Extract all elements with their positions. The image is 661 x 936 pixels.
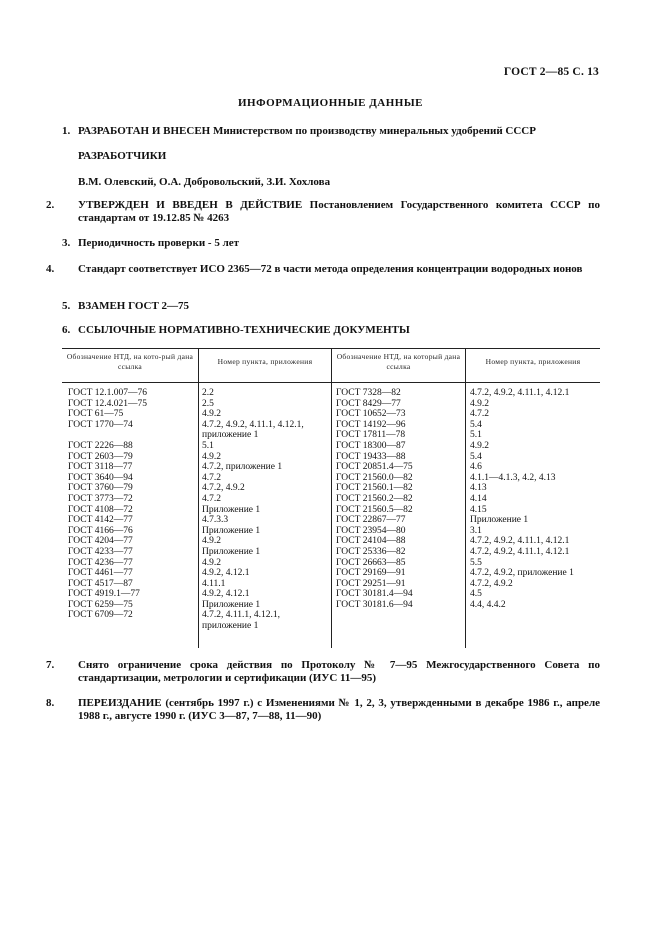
- table-cell-item: 4.7.2, 4.9.2: [202, 483, 245, 494]
- table-cell-doc: ГОСТ 24104—88: [336, 536, 406, 547]
- table-cell-item: 4.9.2: [470, 398, 489, 409]
- table-cell-doc: ГОСТ 21560.5—82: [336, 504, 413, 515]
- table-cell-doc: ГОСТ 1770—74: [68, 419, 133, 430]
- table-cell-item: 4.13: [470, 483, 487, 494]
- table-cell-item: приложение 1: [202, 621, 259, 632]
- table-cell-doc: ГОСТ 4204—77: [68, 536, 133, 547]
- table-cell-doc: ГОСТ 14192—96: [336, 419, 406, 430]
- table-cell-item: 4.7.2: [202, 472, 221, 483]
- table-cell-doc: ГОСТ 21560.1—82: [336, 483, 413, 494]
- table-cell-doc: ГОСТ 17811—78: [336, 430, 406, 441]
- table-cell-item: 4.5: [470, 589, 482, 600]
- table-cell-item: 4.6: [470, 462, 482, 473]
- column-right-docs: [336, 388, 462, 610]
- table-cell-doc: ГОСТ 3640—94: [68, 472, 133, 483]
- table-cell-item: 4.15: [470, 504, 487, 515]
- item-text: ПЕРЕИЗДАНИЕ (сентябрь 1997 г.) с Изменениями № 1, 2, 3, утвержденными в декабре 1986 г., апреле 1988 г., августе 1990 г. (ИУС 3—87, 7—88, 11—90): [78, 697, 600, 722]
- table-cell-item: 4.7.2, 4.9.2: [470, 578, 513, 589]
- table-cell-item: 4.11.1: [202, 578, 226, 589]
- item-number: 8.: [46, 697, 55, 709]
- table-cell-doc: ГОСТ 22867—77: [336, 515, 406, 526]
- table-cell-doc: ГОСТ 18300—87: [336, 440, 406, 451]
- item-3: [62, 237, 600, 250]
- table-cell-item: 5.1: [470, 430, 482, 441]
- table-cell-item: 5.4: [470, 419, 482, 430]
- table-col-divider: [198, 348, 199, 648]
- item-text: ВЗАМЕН ГОСТ 2—75: [78, 300, 190, 312]
- item-number: 1.: [62, 125, 71, 137]
- table-cell-item: приложение 1: [202, 430, 259, 441]
- table-cell-doc: ГОСТ 6259—75: [68, 599, 133, 610]
- item-number: 4.: [46, 263, 55, 275]
- table-cell-doc: ГОСТ 30181.6—94: [336, 599, 413, 610]
- table-cell-item: 2.5: [202, 398, 214, 409]
- table-cell-doc: ГОСТ 21560.2—82: [336, 493, 413, 504]
- table-cell-item: Приложение 1: [202, 504, 261, 515]
- table-cell-doc: ГОСТ 61—75: [68, 409, 124, 420]
- table-cell-doc: ГОСТ 4142—77: [68, 515, 133, 526]
- table-cell-doc: ГОСТ 3118—77: [68, 462, 133, 473]
- table-cell-doc: ГОСТ 3773—72: [68, 493, 133, 504]
- table-cell-doc: ГОСТ 2226—88: [68, 440, 133, 451]
- table-cell-doc: ГОСТ 4108—72: [68, 504, 133, 515]
- table-cell-doc: ГОСТ 3760—79: [68, 483, 133, 494]
- table-cell-doc: ГОСТ 29251—91: [336, 578, 406, 589]
- item-text: Периодичность проверки - 5 лет: [78, 237, 240, 249]
- table-cell-doc: ГОСТ 20851.4—75: [336, 462, 413, 473]
- table-cell-doc: ГОСТ 30181.4—94: [336, 589, 413, 600]
- header-right-item: Номер пункта, приложения: [485, 357, 581, 366]
- column-left-docs: [68, 388, 194, 621]
- table-cell-item: 4.4, 4.4.2: [470, 599, 506, 610]
- table-cell-item: 2.2: [202, 388, 214, 398]
- table-cell-item: 4.9.2, 4.12.1: [202, 589, 250, 600]
- table-cell-item: Приложение 1: [202, 599, 261, 610]
- table-cell-doc: ГОСТ 26663—85: [336, 557, 406, 568]
- table-cell-doc: ГОСТ 25336—82: [336, 546, 406, 557]
- table-cell-doc: ГОСТ 12.1.007—76: [68, 388, 147, 398]
- item-number: 5.: [62, 300, 71, 312]
- table-cell-item: 4.9.2: [202, 557, 221, 568]
- item-7: [46, 659, 600, 685]
- table-cell-doc: ГОСТ 4517—87: [68, 578, 133, 589]
- table-cell-doc: ГОСТ 4166—76: [68, 525, 133, 536]
- item-text: РАЗРАБОТАН И ВНЕСЕН Министерством по производству минеральных удобрений СССР: [78, 125, 536, 137]
- table-cell-doc: ГОСТ 19433—88: [336, 451, 406, 462]
- header-right-doc: Обозначение НТД, на который дана ссылка: [336, 352, 461, 371]
- item-4: [46, 263, 600, 276]
- table-cell-item: 4.7.2, 4.9.2, 4.11.1, 4.12.1: [470, 388, 570, 398]
- page-title: ИНФОРМАЦИОННЫЕ ДАННЫЕ: [237, 97, 424, 109]
- header-left-item: Номер пункта, приложения: [217, 357, 313, 366]
- table-cell-item: 4.7.2: [202, 493, 221, 504]
- table-cell-doc: ГОСТ 4461—77: [68, 568, 133, 579]
- table-cell-item: 3.1: [470, 525, 482, 536]
- table-cell-doc: ГОСТ 6709—72: [68, 610, 133, 621]
- table-cell-doc: ГОСТ 2603—79: [68, 451, 133, 462]
- table-cell-doc: ГОСТ 10652—73: [336, 409, 406, 420]
- table-cell-doc: ГОСТ 29169—91: [336, 568, 406, 579]
- item-1: [62, 125, 600, 138]
- table-cell-item: 5.4: [470, 451, 482, 462]
- table-cell-item: 4.9.2: [202, 451, 221, 462]
- table-cell-item: 4.7.2, приложение 1: [202, 462, 283, 473]
- item-5: [62, 300, 600, 313]
- table-cell-item: 4.7.2, 4.9.2, 4.11.1, 4.12.1: [470, 536, 570, 547]
- table-cell-item: 4.7.2: [470, 409, 489, 420]
- column-right-items: [470, 388, 598, 610]
- table-cell-item: 5.1: [202, 440, 214, 451]
- table-cell-doc: ГОСТ 4233—77: [68, 546, 133, 557]
- item-6: [62, 324, 600, 337]
- table-cell-item: 4.9.2, 4.12.1: [202, 568, 250, 579]
- reference-table: [62, 348, 600, 648]
- table-cell-doc: ГОСТ 7328—82: [336, 388, 401, 398]
- item-text: Снято ограничение срока действия по Протоколу № 7—95 Межгосударственного Совета по стандартизации, метрологии и сертификации (ИУС 11—95): [78, 659, 600, 684]
- item-text: УТВЕРЖДЕН И ВВЕДЕН В ДЕЙСТВИЕ Постановлением Государственного комитета СССР по стандартам от 19.12.85 № 4263: [78, 199, 600, 224]
- item-text: ССЫЛОЧНЫЕ НОРМАТИВНО-ТЕХНИЧЕСКИЕ ДОКУМЕНТЫ: [78, 324, 410, 336]
- table-cell-item: 4.9.2: [470, 440, 489, 451]
- table-cell-item: 4.7.2, 4.9.2, приложение 1: [470, 568, 574, 579]
- table-cell-doc: ГОСТ 8429—77: [336, 398, 401, 409]
- table-cell-item: 4.9.2: [202, 536, 221, 547]
- table-cell-doc: [68, 430, 194, 441]
- item-number: 2.: [46, 199, 55, 211]
- table-cell-doc: ГОСТ 23954—80: [336, 525, 406, 536]
- table-cell-item: Приложение 1: [202, 525, 261, 536]
- table-cell-doc: ГОСТ 4236—77: [68, 557, 133, 568]
- table-cell-item: 4.7.2, 4.9.2, 4.11.1, 4.12.1: [470, 546, 570, 557]
- table-cell-item: 4.14: [470, 493, 487, 504]
- item-number: 6.: [62, 324, 71, 336]
- table-cell-doc: ГОСТ 4919.1—77: [68, 589, 140, 600]
- table-col-divider: [465, 348, 466, 648]
- developers-names: В.М. Олевский, О.А. Добровольский, З.И. Хохлова: [78, 176, 331, 188]
- table-cell-doc: ГОСТ 21560.0—82: [336, 472, 413, 483]
- item-number: 3.: [62, 237, 71, 249]
- table-cell-item: 4.9.2: [202, 409, 221, 420]
- table-cell-item: 5.5: [470, 557, 482, 568]
- item-2: [46, 199, 600, 225]
- column-left-items: [202, 388, 328, 632]
- item-number: 7.: [46, 659, 55, 671]
- table-cell-item: Приложение 1: [202, 546, 261, 557]
- page-header: ГОСТ 2—85 С. 13: [503, 66, 599, 78]
- header-left-doc: Обозначение НТД, на кото-рый дана ссылка: [66, 352, 194, 371]
- developers-label: РАЗРАБОТЧИКИ: [78, 150, 167, 162]
- table-col-divider: [331, 348, 332, 648]
- table-cell-item: 4.7.2, 4.9.2, 4.11.1, 4.12.1,: [202, 419, 304, 430]
- table-cell-item: 4.7.2, 4.11.1, 4.12.1,: [202, 610, 281, 621]
- table-cell-doc: ГОСТ 12.4.021—75: [68, 398, 147, 409]
- item-8: [46, 697, 600, 723]
- table-cell-item: Приложение 1: [470, 515, 529, 526]
- table-cell-item: 4.7.3.3: [202, 515, 229, 526]
- table-cell-item: 4.1.1—4.1.3, 4.2, 4.13: [470, 472, 556, 483]
- item-text: Стандарт соответствует ИСО 2365—72 в части метода определения концентрации водородных ионов: [78, 263, 583, 275]
